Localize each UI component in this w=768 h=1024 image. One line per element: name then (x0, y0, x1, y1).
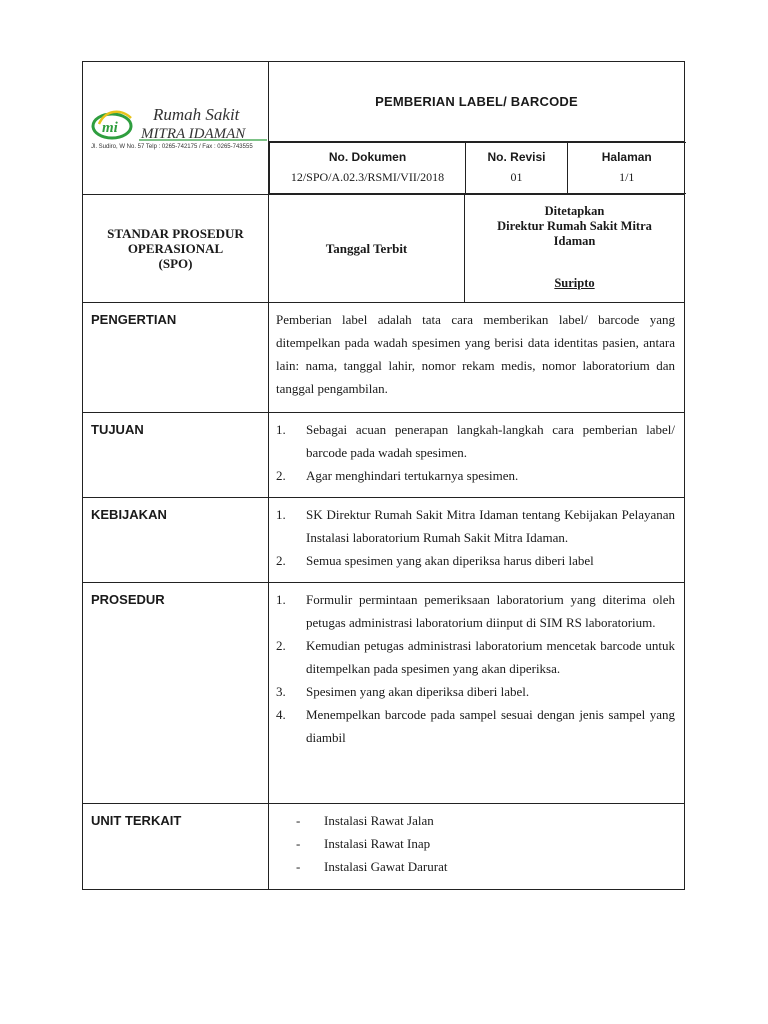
list-dash: - (296, 859, 301, 874)
unit-terkait-list (276, 809, 675, 878)
document-title: PEMBERIAN LABEL/ BARCODE (269, 62, 685, 142)
list-text: Kemudian petugas administrasi laboratorium mencetak barcode untuk ditempelkan pada spesimen yang akan diperiksa. (306, 638, 676, 676)
list-text: Sebagai acuan penerapan langkah-langkah cara pemberian label/ barcode pada wadah spesimen. (306, 422, 676, 460)
unit-terkait-content (269, 804, 685, 890)
no-dokumen (270, 143, 466, 194)
list-number: 1. (276, 507, 286, 522)
list-text: SK Direktur Rumah Sakit Mitra Idaman tentang Kebijakan Pelayanan Instalasi laboratorium Rumah Sakit Mitra Idaman. (306, 507, 676, 545)
list-text: Semua spesimen yang akan diperiksa harus diberi label (306, 553, 594, 568)
kebijakan-list (276, 503, 675, 572)
ditetapkan-cell (465, 195, 685, 303)
prosedur-label: PROSEDUR (83, 583, 269, 804)
logo-text-line2: MITRA IDAMAN (141, 126, 246, 142)
spo-line1: STANDAR PROSEDUR (107, 226, 244, 241)
list-text: Instalasi Gawat Darurat (324, 859, 448, 874)
ditetapkan-line2: Direktur Rumah Sakit Mitra (497, 219, 652, 233)
list-item (276, 588, 675, 634)
no-revisi-value: 01 (510, 170, 523, 184)
tujuan-content (269, 413, 685, 498)
list-text: Instalasi Rawat Inap (324, 836, 431, 851)
spo-line3: (SPO) (158, 256, 193, 271)
spo-table (82, 61, 685, 890)
list-item (276, 680, 675, 703)
logo-monogram: mi (102, 120, 118, 136)
list-number: 4. (276, 707, 286, 722)
list-number: 2. (276, 553, 286, 568)
logo-text-line1: Rumah Sakit (153, 105, 240, 124)
list-text: Agar menghindari tertukarnya spesimen. (306, 468, 519, 483)
list-dash: - (296, 813, 301, 828)
tanggal-terbit-label: Tanggal Terbit (269, 195, 465, 303)
document-info (269, 142, 686, 194)
prosedur-list (276, 588, 675, 749)
document-info-cell (269, 142, 685, 195)
list-item (276, 855, 675, 878)
hospital-logo (91, 104, 267, 146)
list-item (276, 832, 675, 855)
ditetapkan-line1: Ditetapkan (544, 204, 605, 218)
list-text: Menempelkan barcode pada sampel sesuai dengan jenis sampel yang diambil (306, 707, 676, 745)
ditetapkan-line3: Idaman (553, 234, 596, 248)
list-number: 1. (276, 422, 286, 437)
pengertian-label: PENGERTIAN (83, 303, 269, 413)
hospital-address: Jl. Sudiro, W No. 57 Telp : 0265-742175 / Fax : 0265-743555 (91, 144, 253, 150)
spo-type-label (83, 195, 269, 303)
list-number: 3. (276, 684, 286, 699)
list-item (276, 549, 675, 572)
halaman-label: Halaman (601, 150, 652, 164)
list-text: Spesimen yang akan diperiksa diberi label. (306, 684, 530, 699)
halaman (568, 143, 686, 194)
list-item (276, 809, 675, 832)
no-revisi (466, 143, 568, 194)
signer-name: Suripto (554, 276, 595, 290)
prosedur-content (269, 583, 685, 804)
tujuan-label: TUJUAN (83, 413, 269, 498)
spo-line2: OPERASIONAL (127, 241, 224, 256)
no-dokumen-label: No. Dokumen (328, 150, 407, 164)
kebijakan-label: KEBIJAKAN (83, 498, 269, 583)
tujuan-list (276, 418, 675, 487)
no-revisi-label: No. Revisi (487, 150, 546, 164)
spo-document (82, 61, 684, 890)
no-dokumen-value: 12/SPO/A.02.3/RSMI/VII/2018 (290, 170, 445, 184)
list-dash: - (296, 836, 301, 851)
list-text: Instalasi Rawat Jalan (324, 813, 434, 828)
list-item (276, 418, 675, 464)
list-item (276, 703, 675, 749)
pengertian-text: Pemberian label adalah tata cara memberikan label/ barcode yang ditempelkan pada wadah spesimen yang berisi data identitas pasien, antara lain: nama, tanggal lahir, nomor rekam medis, nomor laboratorium dan tanggal pengambilan. (269, 303, 685, 413)
kebijakan-content (269, 498, 685, 583)
list-number: 2. (276, 638, 286, 653)
list-item (276, 634, 675, 680)
halaman-value: 1/1 (619, 170, 635, 184)
list-number: 2. (276, 468, 286, 483)
list-item (276, 464, 675, 487)
unit-terkait-label: UNIT TERKAIT (83, 804, 269, 890)
list-text: Formulir permintaan pemeriksaan laboratorium yang diterima oleh petugas administrasi laboratorium diinput di SIM RS laboratorium. (306, 592, 676, 630)
list-number: 1. (276, 592, 286, 607)
logo-cell (83, 62, 269, 195)
list-item (276, 503, 675, 549)
